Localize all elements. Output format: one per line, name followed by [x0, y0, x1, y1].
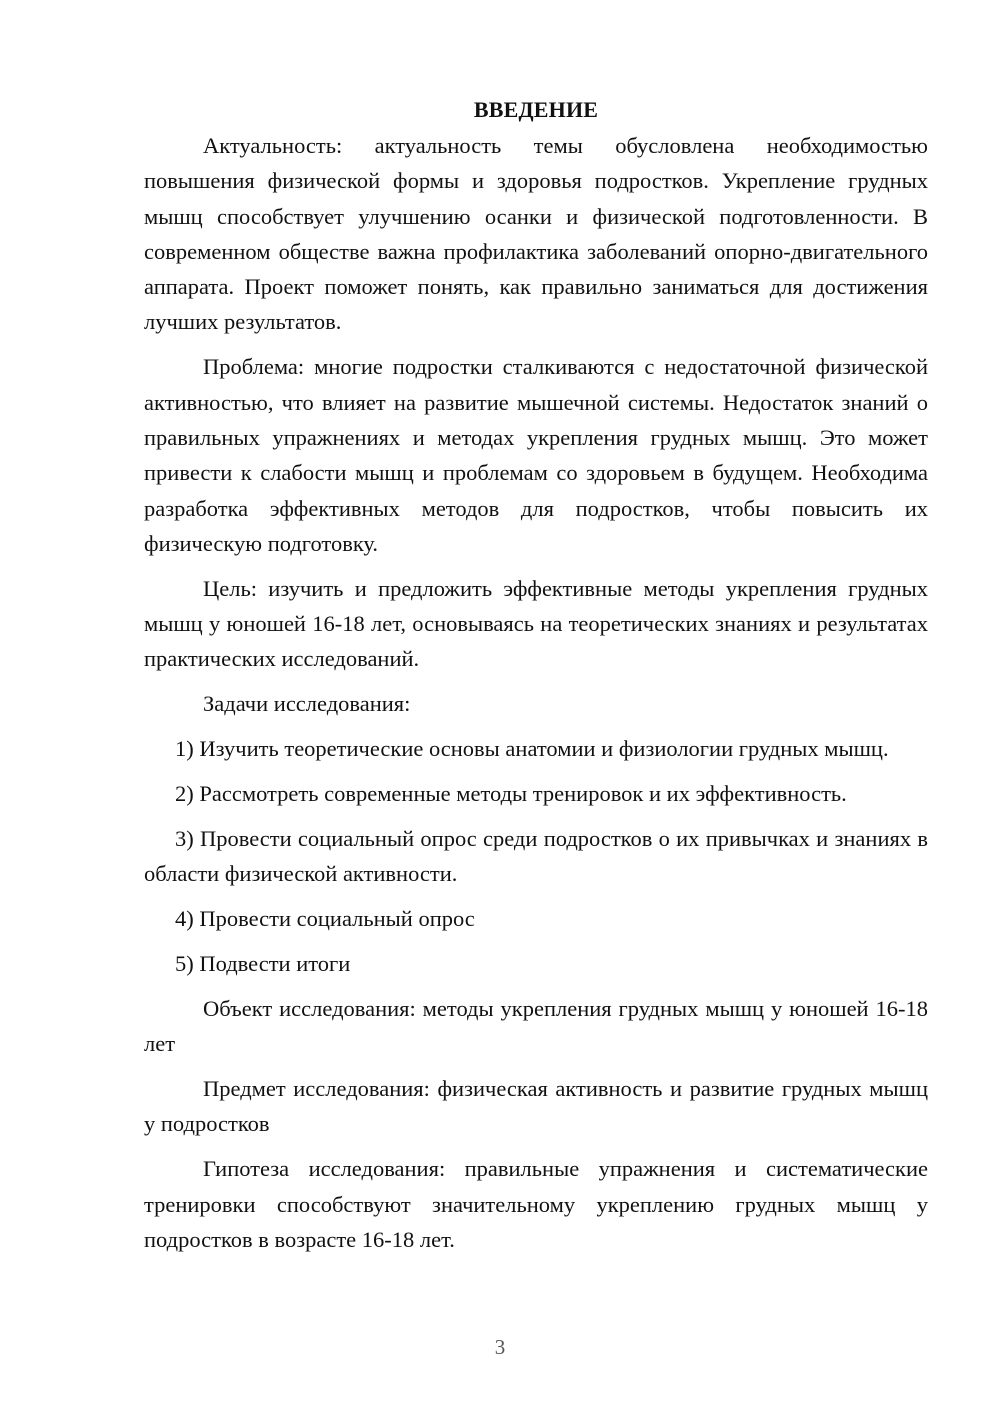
task-item: 2) Рассмотреть современные методы тренировок и их эффективность. [175, 781, 847, 807]
task-item: 3) Провести социальный опрос среди подростков о их привычках и знаниях в области физической активности. [144, 825, 928, 887]
document-page [144, 92, 928, 1267]
object-paragraph: Объект исследования: методы укрепления грудных мышц у юношей 16-18 лет [144, 995, 928, 1057]
tasks-heading: Задачи исследования: [203, 691, 411, 717]
subject-paragraph: Предмет исследования: физическая активность и развитие грудных мышц у подростков [144, 1076, 928, 1137]
hypothesis-paragraph: Гипотеза исследования: правильные упражнения и систематические тренировки способствуют значительному укреплению грудных мышц у подростков в возрасте 16-18 лет. [144, 1156, 928, 1252]
goal-paragraph: Цель: изучить и предложить эффективные методы укрепления грудных мышц у юношей 16-18 лет, основываясь на теоретических знаниях и результатах практических исследований. [144, 575, 928, 672]
section-title: ВВЕДЕНИЕ [473, 97, 599, 122]
task-item: 4) Провести социальный опрос [175, 906, 475, 932]
page-number: 3 [494, 1335, 506, 1359]
relevance-paragraph: Актуальность: актуальность темы обусловлена необходимостью повышения физической формы и здоровья подростков. Укрепление грудных мышц способствует улучшению осанки и физической подготовленности. В современном обществе важна профилактика заболеваний опорно-двигательного аппарата. Проект поможет понять, как правильно заниматься для достижения лучших результатов. [144, 133, 928, 335]
task-item: 5) Подвести итоги [175, 950, 351, 976]
task-item: 1) Изучить теоретические основы анатомии и физиологии грудных мышц. [175, 736, 889, 762]
problem-paragraph: Проблема: многие подростки сталкиваются с недостаточной физической активностью, что влияет на развитие мышечной системы. Недостаток знаний о правильных упражнениях и методах укрепления грудных мышц. Это может привести к слабости мышц и проблемам со здоровьем в будущем. Необходима разработка эффективных методов для подростков, чтобы повысить их физическую подготовку. [144, 354, 928, 556]
